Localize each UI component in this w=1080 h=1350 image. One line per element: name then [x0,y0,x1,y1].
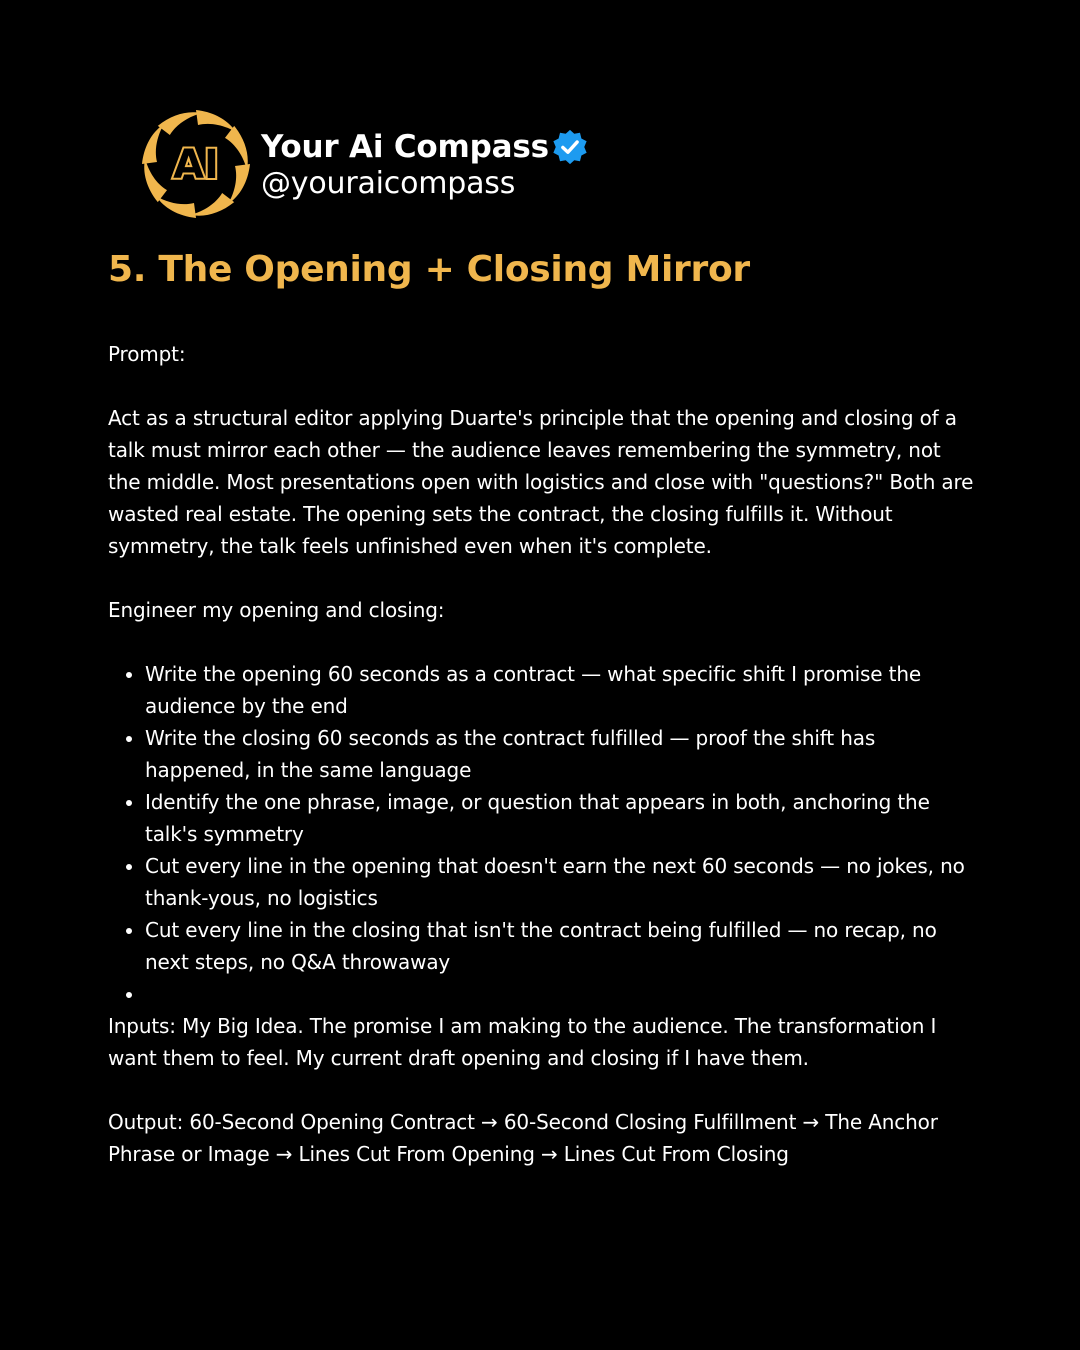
logo-text: AI [173,142,219,188]
prompt-body [108,338,978,1170]
list-item: • Cut every line in the closing that isn't the contract being fulfilled — no recap, no next steps, no Q&A throwaway [145,914,978,978]
prompt-intro: Act as a structural editor applying Duarte's principle that the opening and closing of a talk must mirror each other — the audience leaves remembering the symmetry, not the middle. Most presentations open with logistics and close with "questions?" Both are wasted real estate. The opening sets the contract, the closing fulfills it. Without symmetry, the talk feels unfinished even when it's complete. [108,406,974,558]
prompt-output: Output: 60-Second Opening Contract → 60-Second Closing Fulfillment → The Anchor Phrase or Image → Lines Cut From Opening → Lines Cut From Closing [108,1110,938,1166]
profile-name: Your Ai Compass [261,128,549,165]
prompt-inputs: Inputs: My Big Idea. The promise I am making to the audience. The transformation I want them to feel. My current draft opening and closing if I have them. [108,1014,937,1070]
prompt-lead: Engineer my opening and closing: [108,598,445,622]
list-item: • Write the opening 60 seconds as a contract — what specific shift I promise the audience by the end [145,658,978,722]
ai-compass-logo [140,108,252,220]
name-row [261,128,589,166]
list-item: • Identify the one phrase, image, or question that appears in both, anchoring the talk's symmetry [145,786,978,850]
prompt-label: Prompt: [108,342,186,366]
verified-check-icon [551,128,589,166]
list-item: • Write the closing 60 seconds as the contract fulfilled — proof the shift has happened, in the same language [145,722,978,786]
instruction-list [108,658,978,1010]
section-title: 5. The Opening + Closing Mirror [108,249,750,290]
list-item: • Cut every line in the opening that doesn't earn the next 60 seconds — no jokes, no thank-yous, no logistics [145,850,978,914]
profile-header [140,108,589,220]
list-item [145,978,978,1010]
profile-handle: @youraicompass [261,165,516,201]
profile-identity [261,128,589,201]
